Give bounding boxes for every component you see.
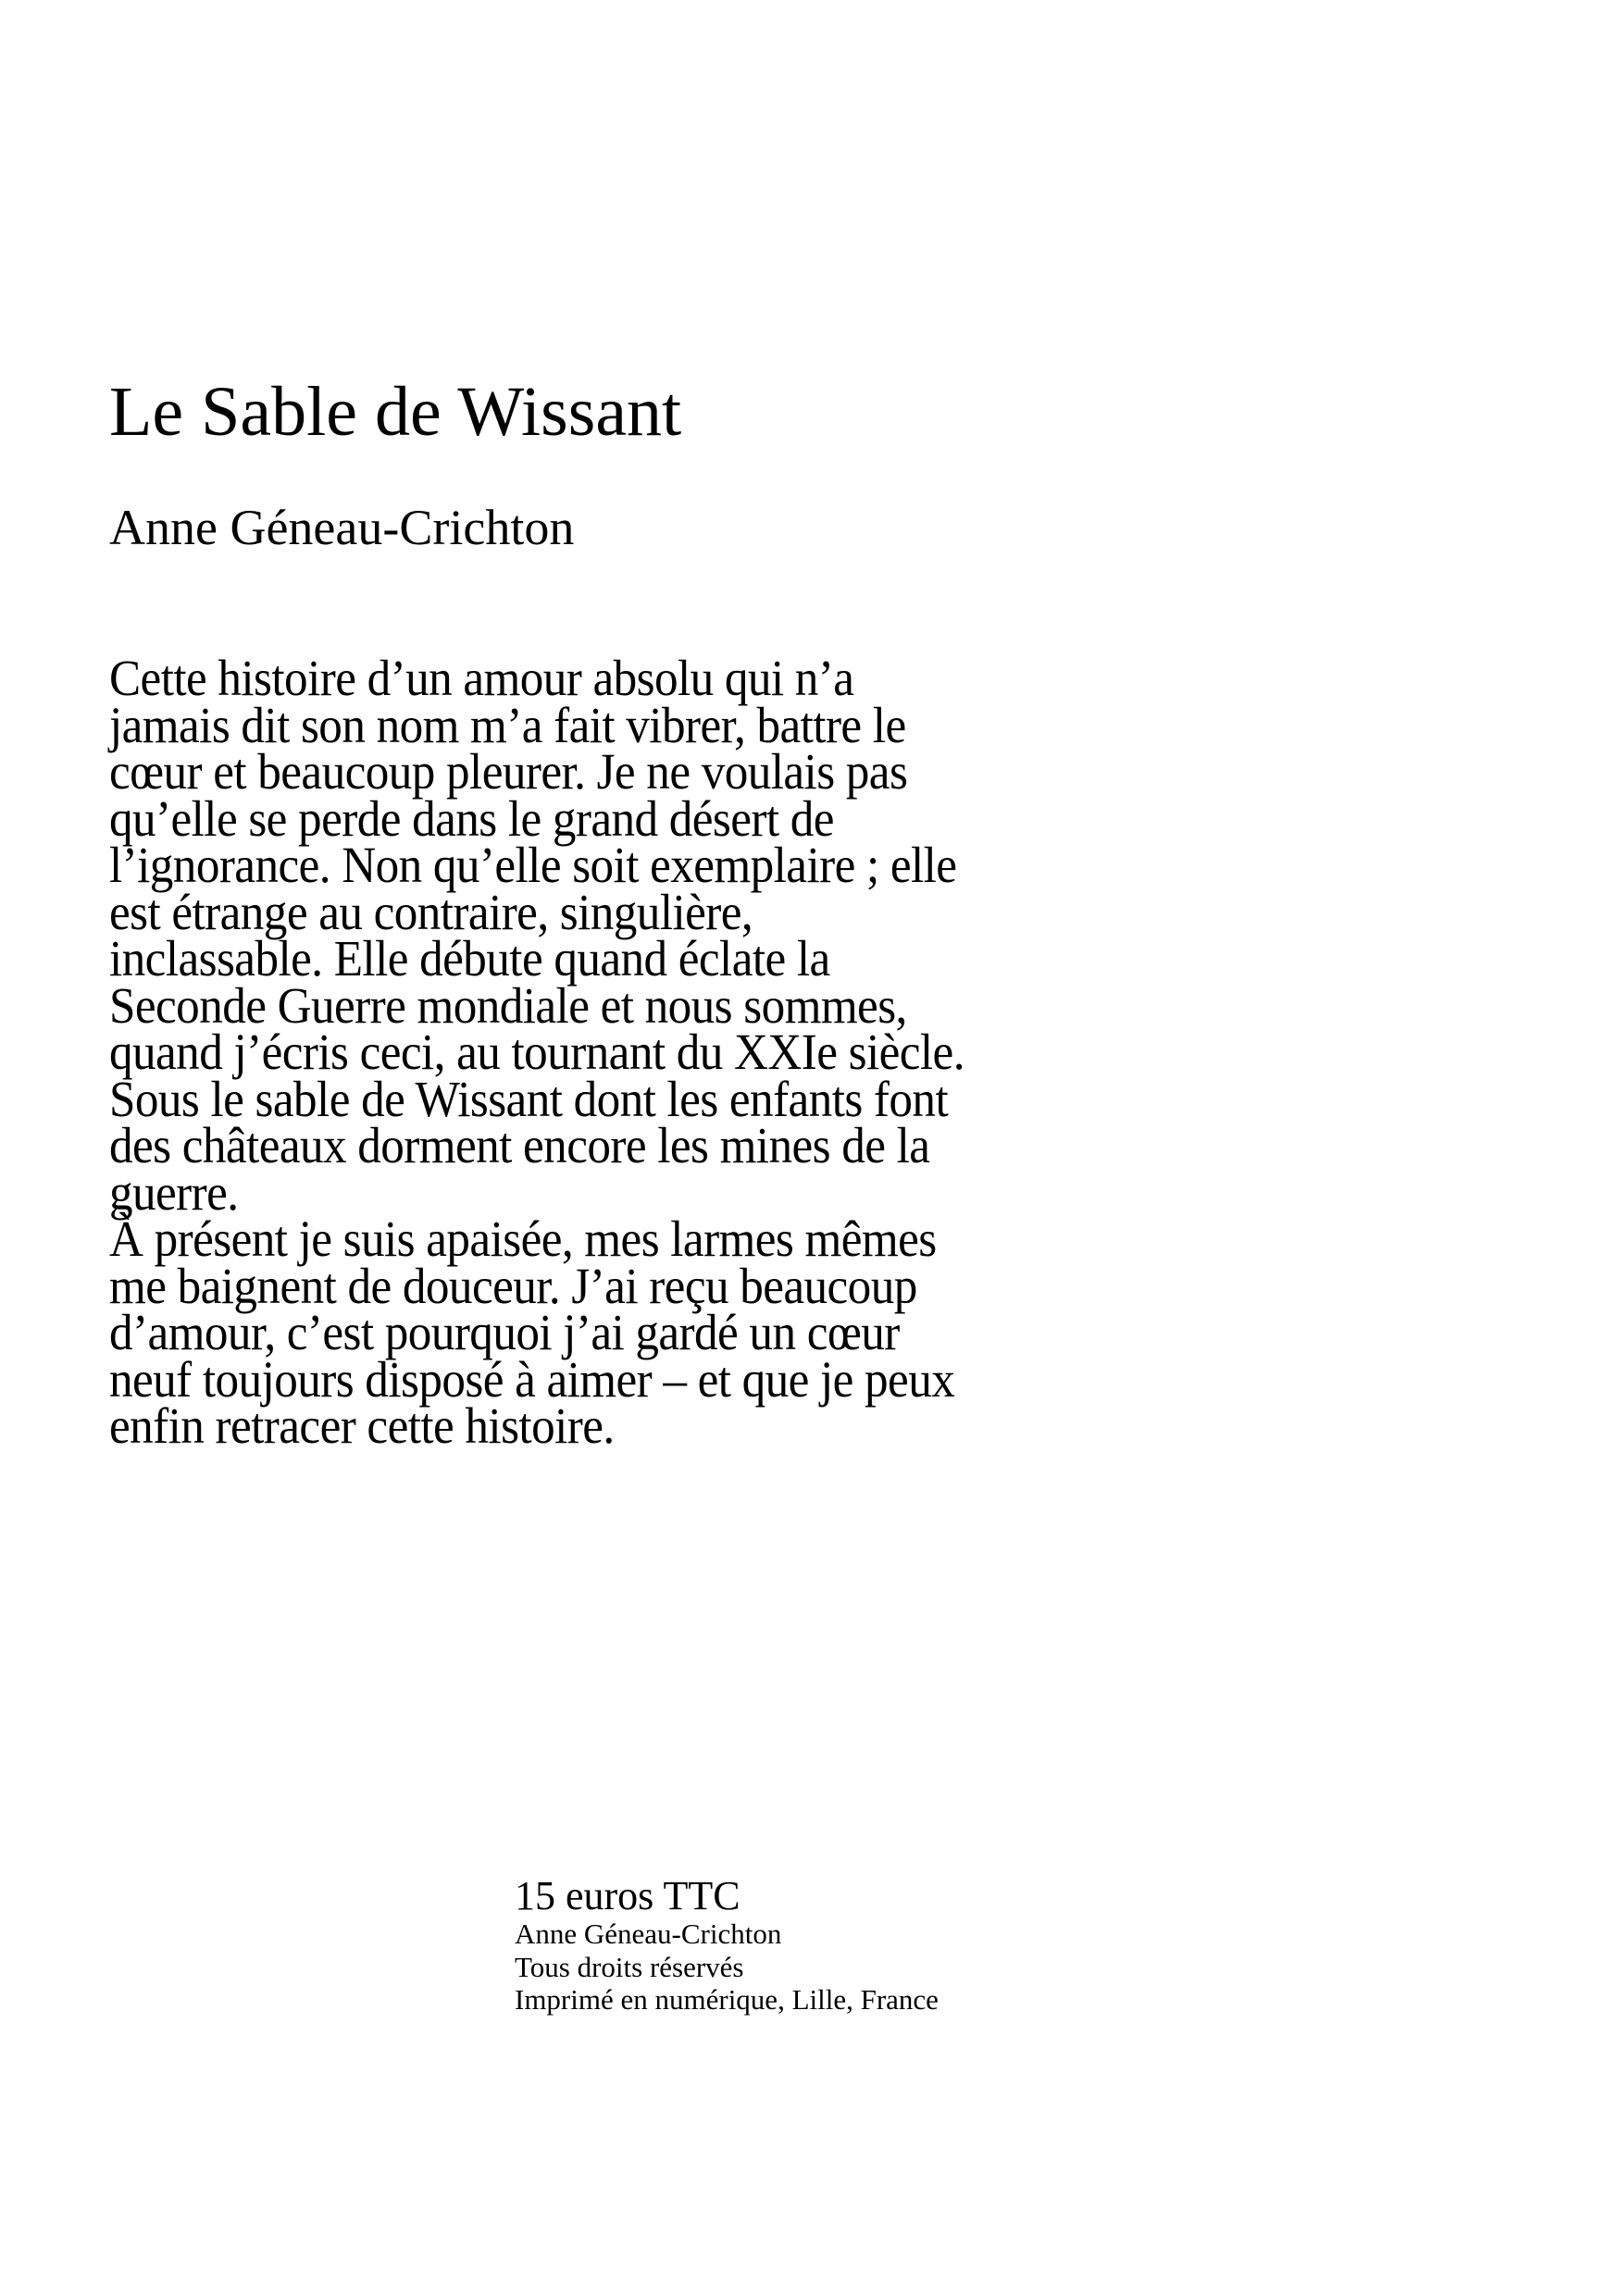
blurb-line: l’ignorance. Non qu’elle soit exemplaire ; elle — [109, 837, 957, 893]
blurb-line: des châteaux dorment encore les mines de la — [109, 1117, 930, 1173]
colophon-rights: Tous droits réservés — [515, 1950, 744, 1983]
blurb-line: d’amour, c’est pourquoi j’ai gardé un cœur — [109, 1304, 900, 1360]
blurb-line: Seconde Guerre mondiale et nous sommes, — [109, 976, 907, 1034]
blurb-line: Cette histoire d’un amour absolu qui n’a — [109, 650, 854, 706]
blurb-line: cœur et beaucoup pleurer. Je ne voulais pas — [109, 743, 908, 800]
book-author: Anne Géneau-Crichton — [109, 500, 575, 555]
blurb-line: guerre. — [109, 1163, 239, 1221]
colophon-printing: Imprimé en numérique, Lille, France — [515, 1983, 939, 2016]
back-cover-blurb — [109, 650, 1266, 1454]
blurb-line: neuf toujours disposé à aimer – et que je peux — [109, 1350, 955, 1408]
colophon-author: Anne Géneau-Crichton — [515, 1917, 782, 1950]
blurb-line: me baignent de douceur. J’ai reçu beaucoup — [109, 1257, 917, 1314]
blurb-line: quand j’écris ceci, au tournant du XXIe siècle. — [109, 1024, 965, 1080]
blurb-line: est étrange au contraire, singulière, — [109, 883, 753, 940]
book-title: Le Sable de Wissant — [109, 373, 682, 451]
blurb-line: qu’elle se perde dans le grand désert de — [109, 789, 834, 847]
blurb-line: inclassable. Elle débute quand éclate la — [109, 930, 830, 987]
colophon — [515, 1875, 939, 2017]
price-label: 15 euros TTC — [515, 1873, 741, 1918]
blurb-line: jamais dit son nom m’a fait vibrer, battre le — [109, 696, 906, 753]
blurb-line: Sous le sable de Wissant dont les enfants font — [109, 1070, 949, 1127]
blurb-line: enfin retracer cette histoire. — [109, 1397, 615, 1454]
blurb-line: À présent je suis apaisée, mes larmes mêmes — [109, 1210, 937, 1267]
